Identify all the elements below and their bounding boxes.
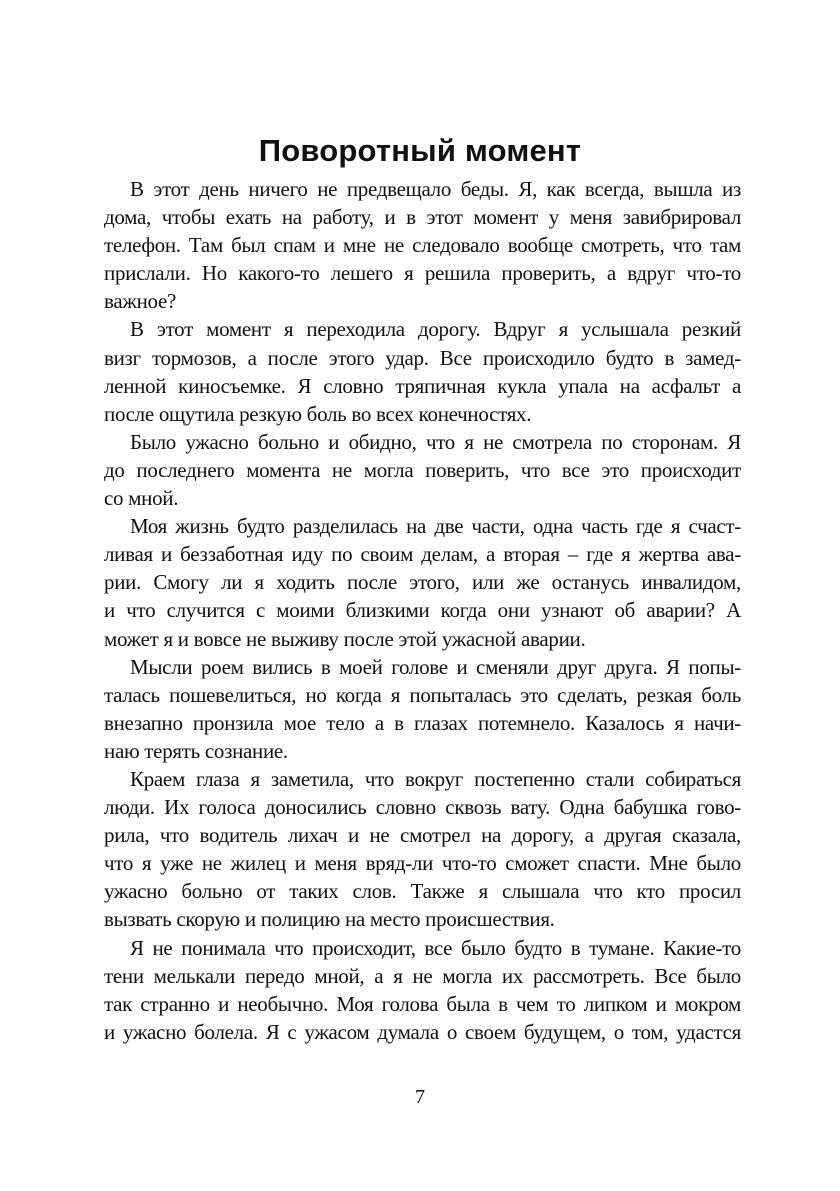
text-line: В этот день ничего не предвещало беды. Я, как всегда, вышла из bbox=[130, 177, 741, 201]
paragraph bbox=[104, 175, 741, 315]
text-line: Моя жизнь будто разделилась на две части, одна часть где я счаст- bbox=[130, 514, 741, 539]
page-number: 7 bbox=[415, 1086, 425, 1108]
text-line: до последнего момента не могла поверить, что все это происходит bbox=[104, 457, 741, 482]
text-line: Мысли роем вились в моей голове и сменяли друг друга. Я попы- bbox=[130, 654, 741, 679]
text-line: В этот момент я переходила дорогу. Вдруг я услышала резкий bbox=[130, 317, 741, 342]
paragraph bbox=[104, 315, 741, 427]
text-line: наю терять сознание. bbox=[104, 738, 288, 763]
paragraph bbox=[104, 653, 741, 765]
text-line: со мной. bbox=[104, 486, 179, 511]
text-line: и что случится с моими близкими когда они узнают об аварии? А bbox=[104, 598, 741, 623]
text-line: люди. Их голоса доносились словно сквозь вату. Одна бабушка гово- bbox=[104, 795, 741, 820]
text-line: рии. Смогу ли я ходить после этого, или же останусь инвалидом, bbox=[104, 570, 741, 595]
paragraph bbox=[104, 512, 741, 652]
text-line: и ужасно болела. Я с ужасом думала о своем будущем, о том, удастся bbox=[104, 1019, 741, 1044]
text-line: важное? bbox=[104, 289, 177, 314]
body-text bbox=[104, 175, 741, 1046]
text-line: телефон. Там был спам и мне не следовало вообще смотреть, что там bbox=[104, 233, 741, 258]
text-line: Я не понимала что происходит, все было будто в тумане. Какие-то bbox=[130, 935, 741, 960]
text-line: ужасно больно от таких слов. Также я слышала что кто просил bbox=[104, 879, 741, 904]
text-line: талась пошевелиться, но когда я попыталась это сделать, резкая боль bbox=[104, 682, 741, 707]
text-line: Краем глаза я заметила, что вокруг постепенно стали собираться bbox=[130, 766, 741, 791]
text-line: визг тормозов, а после этого удар. Все происходило будто в замед- bbox=[104, 345, 741, 370]
text-line: внезапно пронзила мое тело а в глазах потемнело. Казалось я начи- bbox=[104, 710, 741, 735]
text-line: что я уже не жилец и меня вряд-ли что-то сможет спасти. Мне было bbox=[104, 851, 741, 876]
text-line: так странно и необычно. Моя голова была в чем то липком и мокром bbox=[104, 991, 741, 1016]
text-line: дома, чтобы ехать на работу, и в этот момент у меня завибрировал bbox=[104, 205, 741, 230]
text-line: может я и вовсе не выживу после этой ужасной аварии. bbox=[104, 626, 586, 651]
paragraph bbox=[104, 765, 741, 934]
text-line: прислали. Но какого-то лешего я решила проверить, а вдруг что-то bbox=[104, 261, 741, 286]
text-line: рила, что водитель лихач и не смотрел на дорогу, а другая сказала, bbox=[104, 823, 741, 848]
text-line: вызвать скорую и полицию на место происшествия. bbox=[104, 907, 555, 932]
text-line: ливая и беззаботная иду по своим делам, а вторая – где я жертва ава- bbox=[104, 542, 741, 567]
text-line: ленной киносъемке. Я словно тряпичная кукла упала на асфальт а bbox=[104, 373, 741, 398]
text-line: после ощутила резкую боль во всех конечностях. bbox=[104, 401, 532, 426]
text-line: тени мелькали передо мной, а я не могла их рассмотреть. Все было bbox=[104, 963, 741, 988]
text-line: Было ужасно больно и обидно, что я не смотрела по сторонам. Я bbox=[130, 429, 741, 454]
paragraph bbox=[104, 428, 741, 512]
chapter-title: Поворотный момент bbox=[258, 132, 582, 168]
paragraph bbox=[104, 934, 741, 1046]
